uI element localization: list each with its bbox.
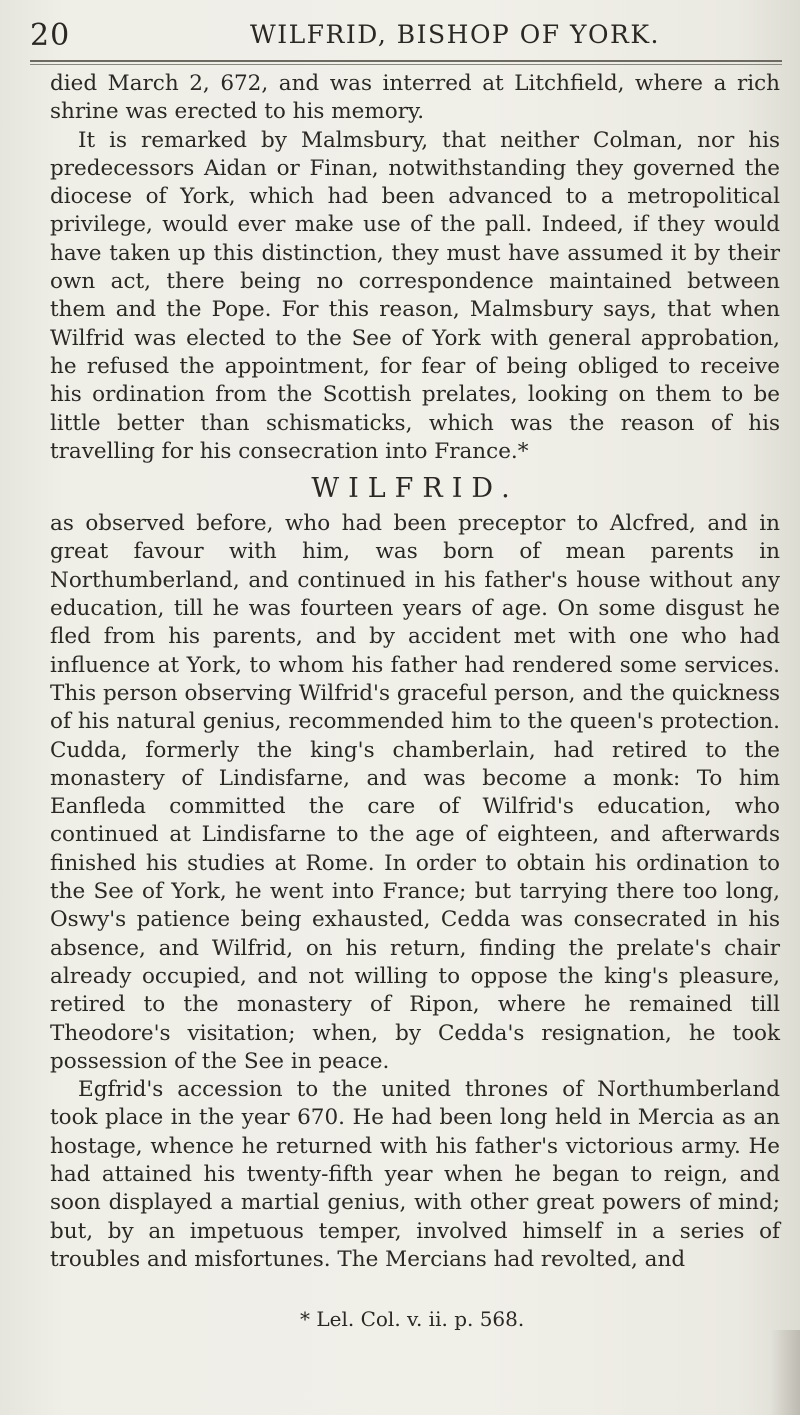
paragraph-malmsbury: It is remarked by Malmsbury, that neither Colman, nor his predecessors Aidan or Finan, notwithstanding they governed the diocese of York, which had been advanced to a metropolitical privilege, would ever make use of the pall. Indeed, if they would have taken up this distinction, they must have assumed it by their own act, there being no correspondence maintained between them and the Pope. For this reason, Malmsbury says, that when Wilfrid was elected to the See of York with general approbation, he refused the appointment, for fear of being obliged to receive his ordination from the Scottish prelates, looking on them to be little better than schismaticks, which was the reason of his travelling for his consecration into France.* — [50, 127, 780, 464]
page-edge-shadow — [770, 1330, 800, 1415]
footnote: * Lel. Col. v. ii. p. 568. — [300, 1307, 525, 1331]
page-number: 20 — [30, 18, 71, 53]
paragraph-wilfrid: as observed before, who had been preceptor to Alcfred, and in great favour with him, was born of mean parents in Northumberland, and continued in his father's house without any education, till he was fourteen years of age. On some disgust he fled from his parents, and by accident met with one who had influence at York, to whom his father had rendered some services. This person observing Wilfrid's graceful person, and the quickness of his natural genius, recommended him to the queen's protection. Cudda, formerly the king's chamberlain, had retired to the monastery of Lindisfarne, and was become a monk: To him Eanfleda committed the care of Wilfrid's education, who continued at Lindisfarne to the age of eighteen, and afterwards finished his studies at Rome. In order to obtain his ordination to the See of York, he went into France; but tarrying there too long, Oswy's patience being exhausted, Cedda was consecrated in his absence, and Wilfrid, on his return, finding the prelate's chair already occupied, and not willing to oppose the king's pleasure, retired to the monastery of Ripon, where he remained till Theodore's visitation; when, by Cedda's resignation, he took possession of the See in peace. — [50, 511, 780, 1074]
page-header — [30, 8, 780, 56]
paragraph-egfrid: Egfrid's accession to the united thrones of Northumberland took place in the year 670. He had been long held in Mercia as an hostage, whence he returned with his father's victorious army. He had attained his twenty-fifth year when he began to reign, and soon displayed a martial genius, with other great powers of mind; but, by an impetuous temper, involved himself in a series of troubles and misfortunes. The Mercians had revolted, and — [50, 1077, 780, 1272]
header-rule — [30, 60, 782, 62]
header-rule-thin — [30, 64, 782, 65]
running-head: WILFRID, BISHOP OF YORK. — [250, 20, 660, 49]
section-heading: WILFRID. — [311, 473, 519, 505]
paragraph-continuation: died March 2, 672, and was interred at Litchfield, where a rich shrine was erected to his memory. — [50, 71, 780, 125]
body-text — [50, 70, 780, 1274]
